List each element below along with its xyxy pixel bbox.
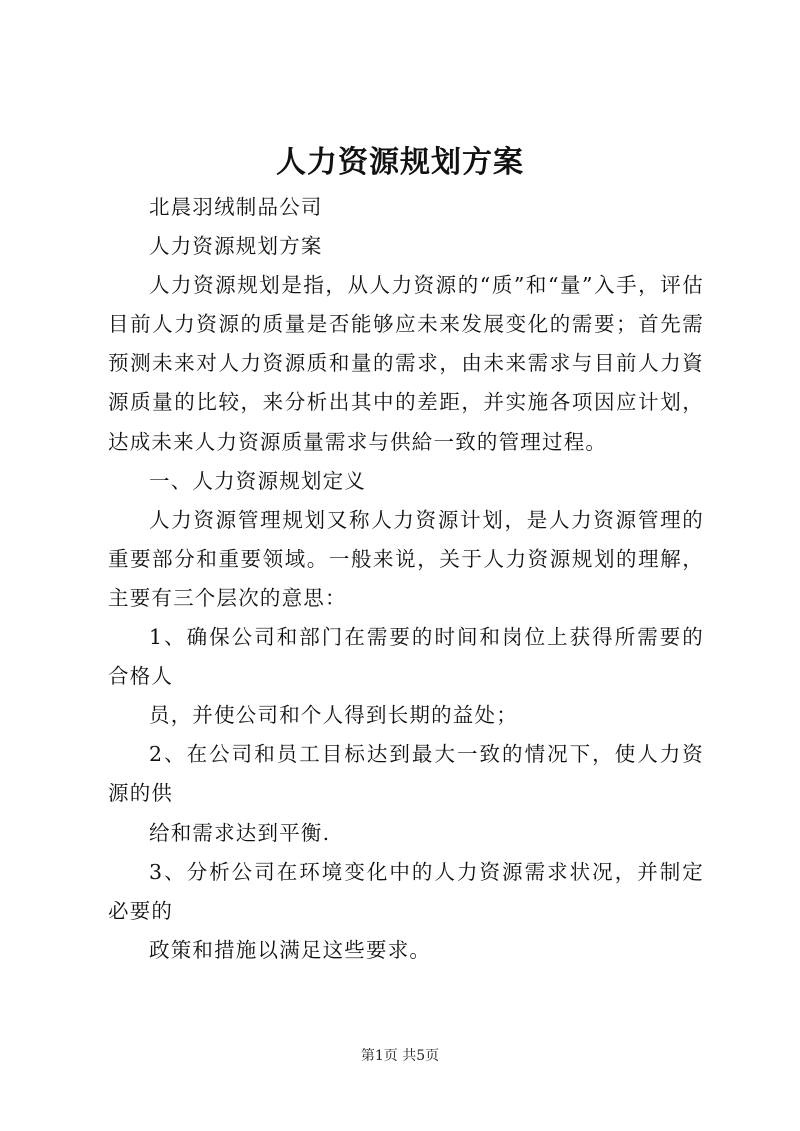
section-heading-1: 一、人力资源规划定义 [149,468,366,493]
page-number-footer: 第1页 共5页 [360,1048,440,1064]
list-item-1: 1、确保公司和部门在需要的时间和岗位上获得所需要的合格人 [108,625,704,689]
list-item-3-continued: 政策和措施以满足这些要求。 [149,937,432,962]
list-item-1-continued: 员，并使公司和个人得到长期的益处； [149,703,518,728]
company-name: 北晨羽绒制品公司 [149,195,323,219]
list-item-3: 3、分析公司在环境变化中的人力资源需求状况，并制定必要的 [108,859,704,923]
paragraph-definition: 人力资源管理规划又称人力资源计划，是人力资源管理的重要部分和重要领域。一般来说，关于人力资源规划的理解，主要有三个层次的意思： [108,507,704,610]
list-item-2: 2、在公司和员工目标达到最大一致的情况下，使人力资源的供 [108,742,704,806]
document-body [108,188,704,970]
document-title: 人力资源规划方案 [276,145,524,180]
paragraph-definition-intro: 人力资源规划是指，从人力资源的“质”和“量”入手，评估目前人力资源的质量是否能够应未来发展变化的需要；首先需预测未来对人力资源质和量的需求，由未来需求与目前人力資源质量的比较，来分析出其中的差距，并实施各项因应计划，达成未来人力资源质量需求与供給一致的管理过程。 [108,273,704,454]
list-item-2-continued: 给和需求达到平衡. [149,820,331,845]
subtitle: 人力资源规划方案 [149,234,323,259]
